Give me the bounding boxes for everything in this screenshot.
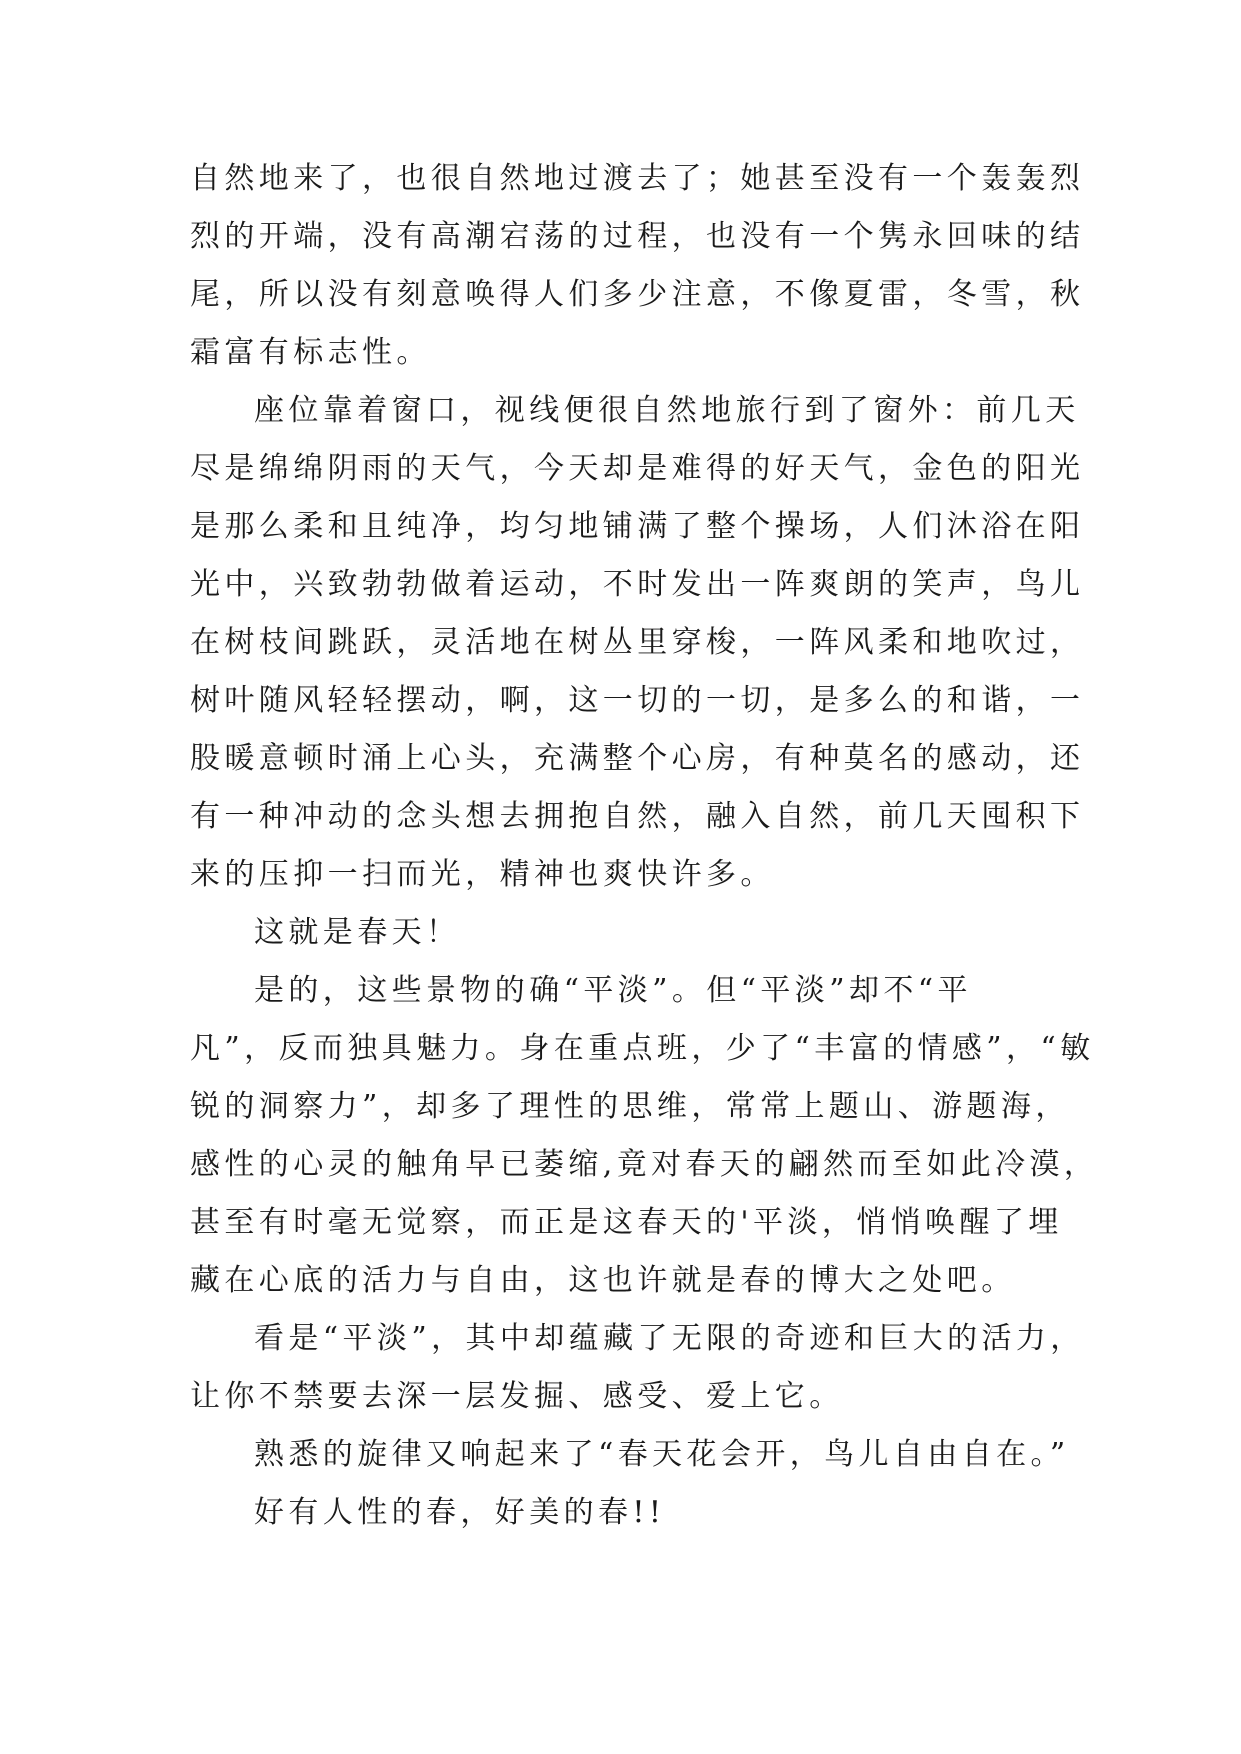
paragraph-start-line: 这就是春天！ — [254, 915, 461, 950]
paragraph-start-line: 熟悉的旋律又响起来了“春天花会开，鸟儿自由自在。” — [254, 1437, 1070, 1472]
text-line: 凡”，反而独具魅力。身在重点班，少了“丰富的情感”，“敏 — [190, 1031, 1095, 1066]
text-line: 自然地来了，也很自然地过渡去了；她甚至没有一个轰轰烈 — [190, 161, 1085, 196]
paragraph-start-line: 座位靠着窗口，视线便很自然地旅行到了窗外：前几天 — [254, 393, 1080, 428]
essay-body — [190, 150, 1099, 1542]
paragraph-start-line: 是的，这些景物的确“平淡”。但“平淡”却不“平 — [254, 973, 972, 1008]
text-line: 让你不禁要去深一层发掘、感受、爱上它。 — [190, 1379, 844, 1414]
text-line: 烈的开端，没有高潮宕荡的过程，也没有一个隽永回味的结 — [190, 219, 1085, 254]
text-line: 尾，所以没有刻意唤得人们多少注意，不像夏雷，冬雪，秋 — [190, 277, 1085, 312]
text-line: 是那么柔和且纯净，均匀地铺满了整个操场，人们沐浴在阳 — [190, 509, 1085, 544]
text-line: 锐的洞察力”，却多了理性的思维，常常上题山、游题海， — [190, 1089, 1070, 1124]
text-line: 光中，兴致勃勃做着运动，不时发出一阵爽朗的笑声，鸟儿 — [190, 567, 1085, 602]
text-line: 藏在心底的活力与自由，这也许就是春的博大之处吧。 — [190, 1263, 1016, 1298]
text-line: 有一种冲动的念头想去拥抱自然，融入自然，前几天囤积下 — [190, 799, 1085, 834]
paragraph-start-line: 看是“平淡”，其中却蕴藏了无限的奇迹和巨大的活力， — [254, 1321, 1085, 1356]
text-line: 树叶随风轻轻摆动，啊，这一切的一切，是多么的和谐，一 — [190, 683, 1085, 718]
text-line: 尽是绵绵阴雨的天气，今天却是难得的好天气，金色的阳光 — [190, 451, 1085, 486]
paragraph-start-line: 好有人性的春，好美的春!! — [254, 1495, 666, 1530]
text-line: 股暖意顿时涌上心头，充满整个心房，有种莫名的感动，还 — [190, 741, 1085, 776]
text-line: 甚至有时毫无觉察，而正是这春天的'平淡，悄悄唤醒了埋 — [190, 1205, 1063, 1240]
text-line: 来的压抑一扫而光，精神也爽快许多。 — [190, 857, 775, 892]
text-line: 霜富有标志性。 — [190, 335, 431, 370]
text-line: 感性的心灵的触角早已萎缩,竟对春天的翩然而至如此冷漠， — [190, 1147, 1099, 1182]
text-line: 在树枝间跳跃，灵活地在树丛里穿梭，一阵风柔和地吹过， — [190, 625, 1085, 660]
